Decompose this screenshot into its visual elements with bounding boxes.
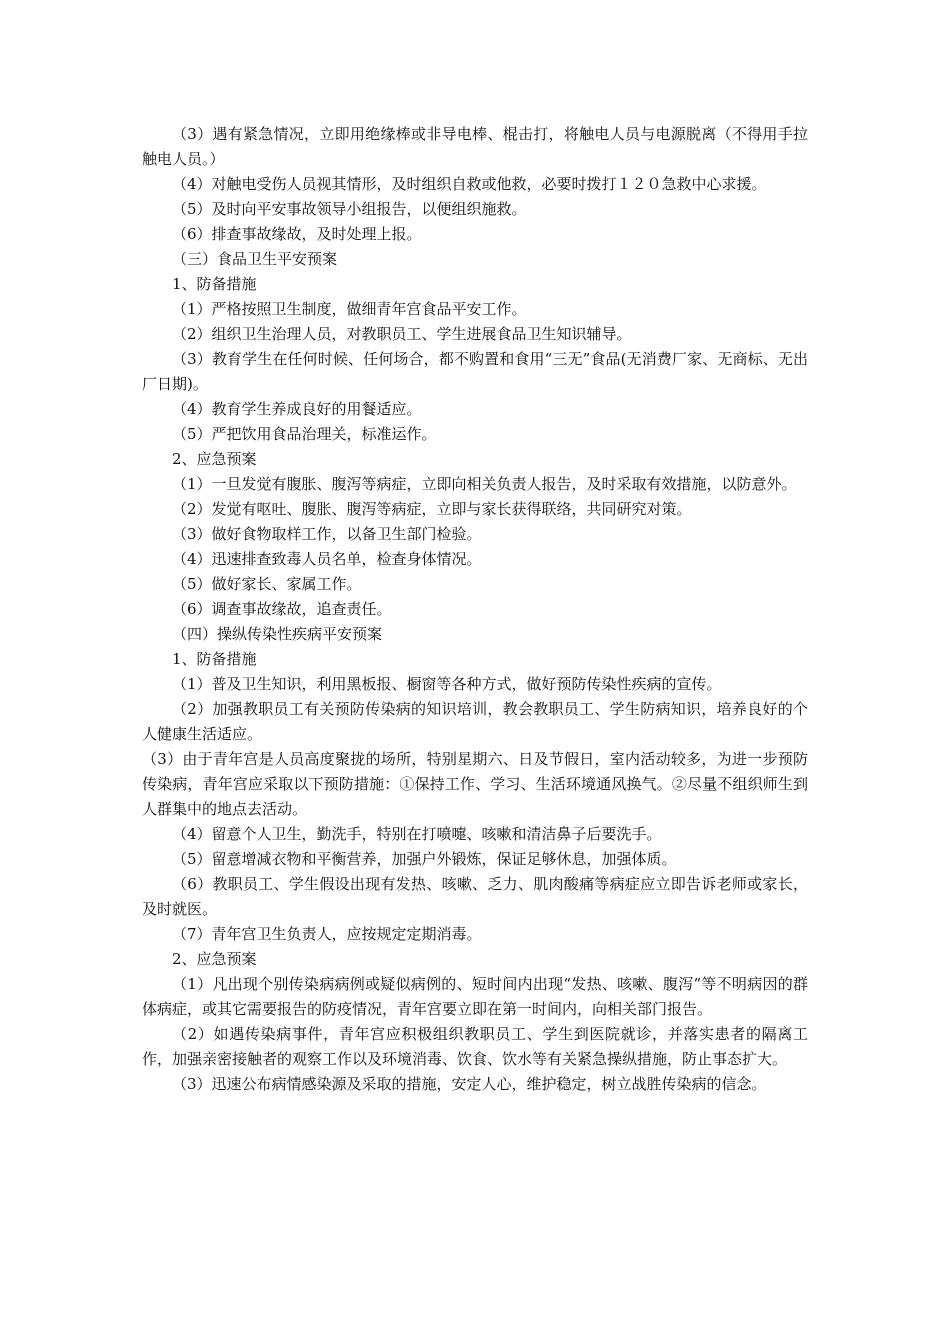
subsection-heading: 1、防备措施 — [172, 650, 257, 668]
paragraph: （5）留意增减衣物和平衡营养，加强户外锻炼，保证足够休息，加强体质。 — [172, 850, 677, 868]
paragraph: （6）调查事故缘故，追查责任。 — [172, 600, 392, 618]
paragraph: （2）组织卫生治理人员，对教职员工、学生进展食品卫生知识辅导。 — [172, 325, 632, 343]
paragraph: （7）青年宫卫生负责人，应按规定定期消毒。 — [172, 925, 482, 943]
paragraph: （4）教育学生养成良好的用餐适应。 — [172, 400, 422, 418]
section-heading: （四）操纵传染性疾病平安预案 — [172, 625, 383, 643]
paragraph: （1）凡出现个别传染病病例或疑似病例的、短时间内出现“发热、咳嗽、腹泻”等不明病因的群体病症，或其它需要报告的防疫情况，青年宫要立即在第一时间内，向相关部门报告。 — [142, 975, 808, 1018]
paragraph: （5）严把饮用食品治理关，标准运作。 — [172, 425, 437, 443]
paragraph: （3）教育学生在任何时候、任何场合，都不购置和食用“三无”食品(无消费厂家、无商标、无出厂日期)。 — [142, 350, 808, 393]
paragraph: （3）由于青年宫是人员高度聚拢的场所，特别星期六、日及节假日，室内活动较多，为进一步预防传染病，青年宫应采取以下预防措施：①保持工作、学习、生活环境通风换气。②尽量不组织师生到人群集中的地点去活动。 — [142, 750, 808, 818]
subsection-heading: 2、应急预案 — [172, 450, 257, 468]
paragraph: （5）做好家长、家属工作。 — [172, 575, 362, 593]
section-heading: （三）食品卫生平安预案 — [172, 250, 338, 268]
paragraph: （5）及时向平安事故领导小组报告，以便组织施救。 — [172, 200, 527, 218]
paragraph: （3）遇有紧急情况，立即用绝缘棒或非导电棒、棍击打，将触电人员与电源脱离（不得用手拉触电人员。） — [142, 125, 808, 168]
paragraph: （6）教职员工、学生假设出现有发热、咳嗽、乏力、肌肉酸痛等病症应立即告诉老师或家长，及时就医。 — [142, 875, 808, 918]
paragraph: （6）排查事故缘故，及时处理上报。 — [172, 225, 422, 243]
document-page — [142, 122, 808, 1097]
paragraph: （1）普及卫生知识，利用黑板报、橱窗等各种方式，做好预防传染性疾病的宣传。 — [172, 675, 722, 693]
paragraph: （1）严格按照卫生制度，做细青年宫食品平安工作。 — [172, 300, 527, 318]
paragraph: （2）加强教职员工有关预防传染病的知识培训，教会教职员工、学生防病知识，培养良好的个人健康生活适应。 — [142, 700, 808, 743]
paragraph: （4）留意个人卫生，勤洗手，特别在打喷嚏、咳嗽和清洁鼻子后要洗手。 — [172, 825, 662, 843]
paragraph: （3）迅速公布病情感染源及采取的措施，安定人心，维护稳定，树立战胜传染病的信念。 — [172, 1075, 767, 1093]
paragraph: （2）如遇传染病事件，青年宫应积极组织教职员工、学生到医院就诊，并落实患者的隔离工作，加强亲密接触者的观察工作以及环境消毒、饮食、饮水等有关紧急操纵措施，防止事态扩大。 — [142, 1025, 808, 1068]
paragraph: （2）发觉有呕吐、腹胀、腹泻等病症，立即与家长获得联络，共同研究对策。 — [172, 500, 692, 518]
subsection-heading: 2、应急预案 — [172, 950, 257, 968]
paragraph: （4）对触电受伤人员视其情形，及时组织自救或他救，必要时拨打１２０急救中心求援。 — [172, 175, 767, 193]
paragraph: （1）一旦发觉有腹胀、腹泻等病症，立即向相关负责人报告，及时采取有效措施，以防意外。 — [172, 475, 797, 493]
subsection-heading: 1、防备措施 — [172, 275, 257, 293]
paragraph: （4）迅速排查致毒人员名单，检查身体情况。 — [172, 550, 482, 568]
paragraph: （3）做好食物取样工作，以备卫生部门检验。 — [172, 525, 482, 543]
